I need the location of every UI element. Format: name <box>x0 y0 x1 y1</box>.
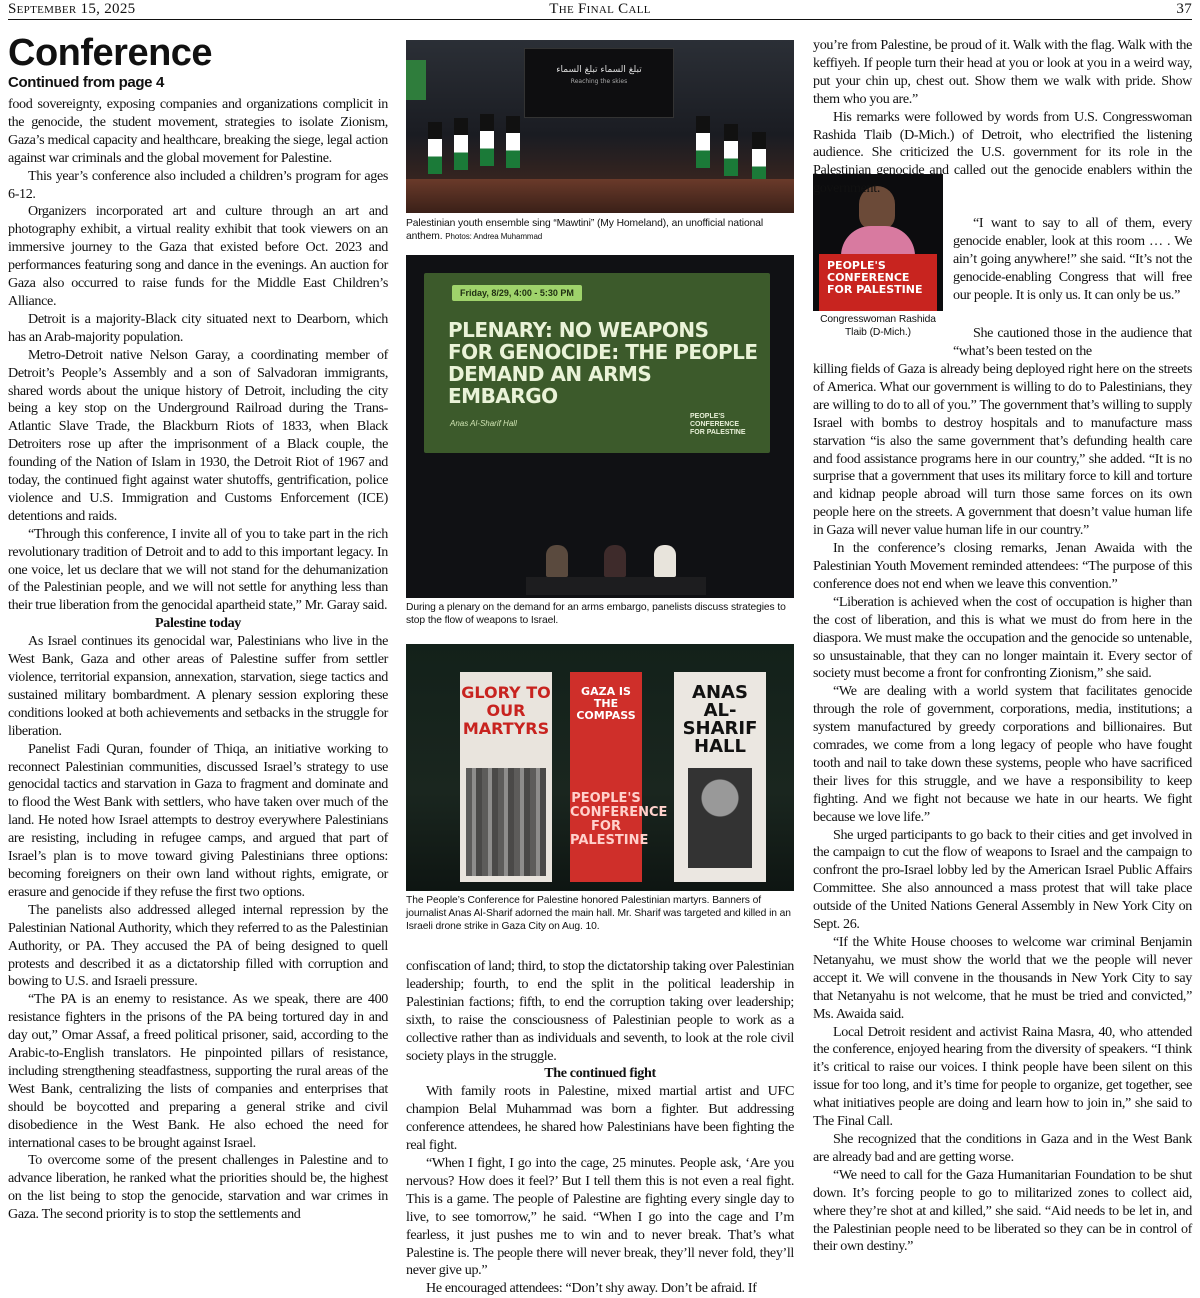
banner-collage <box>466 768 546 876</box>
banner-text: ANAS AL-SHARIF HALL <box>682 682 758 757</box>
column-3-wrap <box>953 215 1192 305</box>
paragraph: She urged participants to go back to their cities and get involved in the campaign to cut the flow of weapons to Israel and the campaign to confront the pro-Israel lobby led by the American Israel Public Affairs Committee. She also announced a mass protest that will take place outside of the United Nations General Assembly in New York City on Sept. 26. <box>813 826 1192 933</box>
panel-table <box>526 577 706 595</box>
plenary-hall: Anas Al-Sharif Hall <box>450 419 517 428</box>
photo-plenary <box>406 255 794 598</box>
conference-logo <box>690 413 750 437</box>
caption-text: Congresswoman Rashida Tlaib (D-Mich.) <box>820 314 936 338</box>
page-number: 37 <box>1176 1 1192 17</box>
paragraph: confiscation of land; third, to stop the dictatorship taking over Palestinian leadership; fourth, to end the split in the political leadership in Palestinian factions; fifth, to end the corruption taking over leadership; sixth, to raise the consciousness of Palestinian people to work as a collective rather than as individuals and seventh, to look at the role civil society plays in the struggle. <box>406 958 794 1064</box>
flag <box>752 132 766 184</box>
banner-text: PEOPLE'S CONFERENCE FOR PALESTINE <box>570 791 668 848</box>
stage-screen-subtext: Reaching the skies <box>570 78 628 85</box>
paragraph: “We need to call for the Gaza Humanitarian Foundation to be shut down. It’s forcing people to go to militarized zones to collect aid, where they’re shot at and killed,” she said. “Aid needs to be let in, and the Palestinian people need to be liberated so they can be in control of their own destiny.” <box>813 1166 1192 1255</box>
paragraph: you’re from Palestine, be proud of it. Walk with the flag. Walk with the keffiyeh. If people turn their head at you or look at you in a weird way, put your chin up, chest out. Show them we walk with pride. Show them who you are.” <box>813 37 1192 107</box>
paragraph: Panelist Fadi Quran, founder of Thiqa, an initiative working to reconnect Palestinian communities, discussed Israel’s strategy to use genocidal tactics and starvation in Gaza to fragment and dominate and to flood the West Bank with settlers, who have taken over much of the land. He noted how Israel attempts to destroy everywhere Palestinians are resisting, including in refugee camps, and argued that part of Israel’s plan is to move toward giving Palestinians three options: becoming foreigners on their own land without rights, emigrate, or erasure and genocide if they refuse the first two options. <box>8 740 388 900</box>
paragraph: killing fields of Gaza is already being deployed right here on the streets of America. What our government is willing to do to Palestinians, they are willing to do to all of you.” The government that’s willing to supply Israel with bombs to destroy hospitals and to manufacture mass starvation “is also the same government that’s defunding health care and food assistance programs here in our country,” she added. “It is no surprise that a government that uses its military force to kill and torture and kidnap people abroad will turn those same forces on its own people here on the streets. A government that doesn’t value human life in Gaza will never value human life in our country.” <box>813 361 1192 539</box>
subhead: The continued fight <box>544 1065 656 1082</box>
portrait <box>688 768 752 868</box>
paragraph: His remarks were followed by words from U.S. Congresswoman Rashida Tlaib (D-Mich.) of Detroit, who electrified the listening audience. She criticized the U.S. government for its role in the Palestinian genocide and called out the genocide enablers within the government. <box>813 108 1192 197</box>
paragraph: “The PA is an enemy to resistance. As we speak, there are 400 resistance fighters in the prisons of the PA being tortured day in and day out,” Omar Assaf, a freed political prisoner, said, according to the Arabic-to-English translators. He pinpointed pillars of resistance, including strengthening steadfastness, supporting the rural areas of the West Bank, centralizing the lists of companies and enterprises that should be boycotted and preparing a general strike and civil disobedience in the West Bank. He also echoed the need for international cases to be brought against Israel. <box>8 991 388 1151</box>
flag <box>428 122 442 174</box>
panelist <box>604 545 626 577</box>
banner-glory <box>460 672 552 882</box>
speaker-body <box>841 226 915 256</box>
subhead: Palestine today <box>155 615 241 632</box>
paragraph: Local Detroit resident and activist Raina Masra, 40, who attended the conference, enjoyed hearing from the diversity of speakers. “I think it’s critical to raise our voices. I think people have been silent on this issue for too long, and it’s time for people to organize, get together, see what initiatives people are doing and learn how to join in,” she said to The Final Call. <box>813 1023 1192 1130</box>
masthead <box>8 0 1192 20</box>
paragraph: To overcome some of the present challenges in Palestine and to advance liberation, he ranked what the priorities should be, the highest on the list being to stop the genocide, starvation and war crimes in Gaza. The second priority is to stop the settlements and <box>8 1152 388 1223</box>
column-3-wrap2 <box>953 325 1192 361</box>
panelist <box>654 545 676 577</box>
paragraph: He encouraged attendees: “Don’t shy away. Don’t be afraid. If <box>426 1280 757 1297</box>
plenary-title: PLENARY: NO WEAPONS FOR GENOCIDE: THE PEOPLE DEMAND AN ARMS EMBARGO <box>448 318 758 408</box>
newspaper-name: The Final Call <box>549 1 651 17</box>
paragraph: food sovereignty, exposing companies and organizations complicit in the genocide, the student movement, strategies to isolate Zionism, Gaza’s medical capacity and healthcare, breaking the siege, legal action against war criminals and the global movement for Palestine. <box>8 96 388 166</box>
paragraph: “I want to say to all of them, every genocide enabler, look at this room … . We ain’t going anywhere!” she said. “It’s not the genocide-enabling Congress that will free our people. It is only us. It can only be us.” <box>953 215 1192 303</box>
photo-martyr-banners <box>406 644 794 891</box>
plenary-screen <box>424 273 770 453</box>
photo-caption <box>406 217 794 243</box>
column-1 <box>8 34 388 1224</box>
paragraph: She cautioned those in the audience that “what’s been tested on the <box>953 325 1192 359</box>
stage-screen-text: تبلغ السماء تبلغ السماء <box>556 65 642 75</box>
paragraph: “Through this conference, I invite all of you to take part in the rich revolutionary tradition of Detroit and to add to this important legacy. In one voice, let us declare that we will not stand for the dehumanization of the Palestinian people, and we will not settle for anything less than their true liberation from the genocidal apartheid state,” Mr. Garay said. <box>8 525 388 614</box>
paragraph: “When I fight, I go into the cage, 25 minutes. People ask, ‘Are you nervous? How does it feel?’ But I tell them this is not even a real fight. This is a game. The people of Palestine are fighting every single day to live, to see tomorrow,” he said. “When I go into the cage and I’m fearless, it just pushes me to win and to never break. That’s what Palestine is. The people there will never break, they’ll never fold, they’ll never give up.” <box>406 1154 794 1279</box>
stage-sign <box>406 60 426 100</box>
photo-caption <box>406 894 794 933</box>
flag <box>454 118 468 170</box>
paragraph: “If the White House chooses to welcome war criminal Benjamin Netanyahu, we must show the world that we the people will never accept it. We will convene in the thousands in New York City to say that Netanyahu is not welcome, that he must be tried and convicted,” Ms. Awaida said. <box>813 934 1192 1022</box>
panelist <box>546 545 568 577</box>
banner-gaza-compass <box>570 672 668 882</box>
continued-line: Continued from page 4 <box>8 74 164 91</box>
stage-screen <box>524 48 674 118</box>
paragraph: In the conference’s closing remarks, Jenan Awaida with the Palestinian Youth Movement reminded attendees: “The purpose of this conference does not end when we leave this convention.” <box>813 540 1192 592</box>
plenary-date: Friday, 8/29, 4:00 - 5:30 PM <box>452 285 582 301</box>
paragraph: Detroit is a majority-Black city situated next to Dearborn, which has an Arab-majority population. <box>8 310 388 345</box>
banner-text: GAZA IS THE COMPASS <box>576 685 636 722</box>
headline: Conference <box>8 32 213 74</box>
column-2 <box>406 958 794 1298</box>
paragraph: Metro-Detroit native Nelson Garay, a coordinating member of Detroit’s People’s Assembly and a son of Salvadoran immigrants, shared words about the unique history of Detroit, including the city being a key stop on the Underground Railroad during the Trans-Atlantic Slave Trade, the Blackburn Riots of 1833, when Black Detroiters rose up after the imprisonment of a Black couple, the founding of the Nation of Islam in 1930, the Detroit Riot of 1967 and today, the continued fight against water shutoffs, gentrification, police violence and U.S. Immigration and Customs Enforcement (ICE) detentions and raids. <box>8 346 388 524</box>
flag <box>696 116 710 168</box>
podium-text: PEOPLE'S CONFERENCE FOR PALESTINE <box>827 259 923 296</box>
paragraph: “We are dealing with a world system that facilitates genocide through the role of government, corporations, media, institutions; a system manufactured by greedy corporations and billionaires. But comrades, we come from a long legacy of people who have fought tooth and nail to take down these systems, people who have sacrificed their lives for this struggle, and we have a responsibility to keep fighting. And we fight not because we hate in our hearts. We fight because we love life.” <box>813 683 1192 825</box>
paragraph: This year’s conference also included a children’s program for ages 6-12. <box>8 167 388 202</box>
podium-sign <box>819 254 937 311</box>
paragraph: As Israel continues its genocidal war, Palestinians who live in the West Bank, Gaza and other areas of Palestine suffer from settler violence, territorial expansion, annexation, starvation, siege tactics and sustained military bombardment. A plenary session exploring these conditions looked at both achievements and setbacks in the struggle for liberation. <box>8 633 388 739</box>
banner-anas-al-sharif <box>674 672 766 882</box>
issue-date: September 15, 2025 <box>8 1 136 17</box>
photo-caption <box>406 601 794 627</box>
banner-text: GLORY TO OUR MARTYRS <box>461 683 551 738</box>
flag <box>480 114 494 166</box>
photo-youth-ensemble <box>406 40 794 213</box>
conference-logo-text: PEOPLE'S CONFERENCE FOR PALESTINE <box>690 413 746 436</box>
paragraph: With family roots in Palestine, mixed martial artist and UFC champion Belal Muhammad was born a fighter. But addressing conference attendees, he shared how Palestinians have been fighting the real fight. <box>406 1083 794 1154</box>
stage-floor <box>406 179 794 213</box>
flag <box>506 116 520 168</box>
column-3 <box>813 37 1192 198</box>
caption-text: The People’s Conference for Palestine honored Palestinian martyrs. Banners of journalist Anas Al-Sharif adorned the main hall. Mr. Sharif was targeted and killed in an Israeli drone strike in Gaza City on Aug. 10. <box>406 895 791 932</box>
paragraph: “Liberation is achieved when the cost of occupation is higher than the cost of liberation, and this is what we must do from here in the diaspora. We must make the occupation and the genocide so untenable, so unsustainable, that they can no longer maintain it. Every sector of society must become a front for confronting Zionism,” she said. <box>813 593 1192 682</box>
photo-caption <box>813 313 943 339</box>
paragraph: The panelists also addressed alleged internal repression by the Palestinian National Authority, which they referred to as the Palestinian Authority, or PA. They accused the PA of being designed to quell protests and described it as a dictatorship filled with corruption and bowing to U.S. and Israeli pressure. <box>8 901 388 990</box>
caption-text: Palestinian youth ensemble sing “Mawtini” (My Homeland), an unofficial national anthem. <box>406 218 764 242</box>
column-3-lower <box>813 361 1192 1256</box>
caption-text: During a plenary on the demand for an arms embargo, panelists discuss strategies to stop the flow of weapons to Israel. <box>406 602 786 626</box>
photo-credit: Photos: Andrea Muhammad <box>445 232 543 241</box>
paragraph: She recognized that the conditions in Gaza and in the West Bank are already bad and are getting worse. <box>813 1130 1192 1165</box>
paragraph: Organizers incorporated art and culture through an art and photography exhibit, a virtual reality exhibit that took viewers on an immersive journey to the Gaza that existed before Oct. 2023 and performances featuring song and dance in the evenings. An auction for Gaza also occurred to raise funds for the Middle East Children’s Alliance. <box>8 203 388 309</box>
flag <box>724 124 738 176</box>
